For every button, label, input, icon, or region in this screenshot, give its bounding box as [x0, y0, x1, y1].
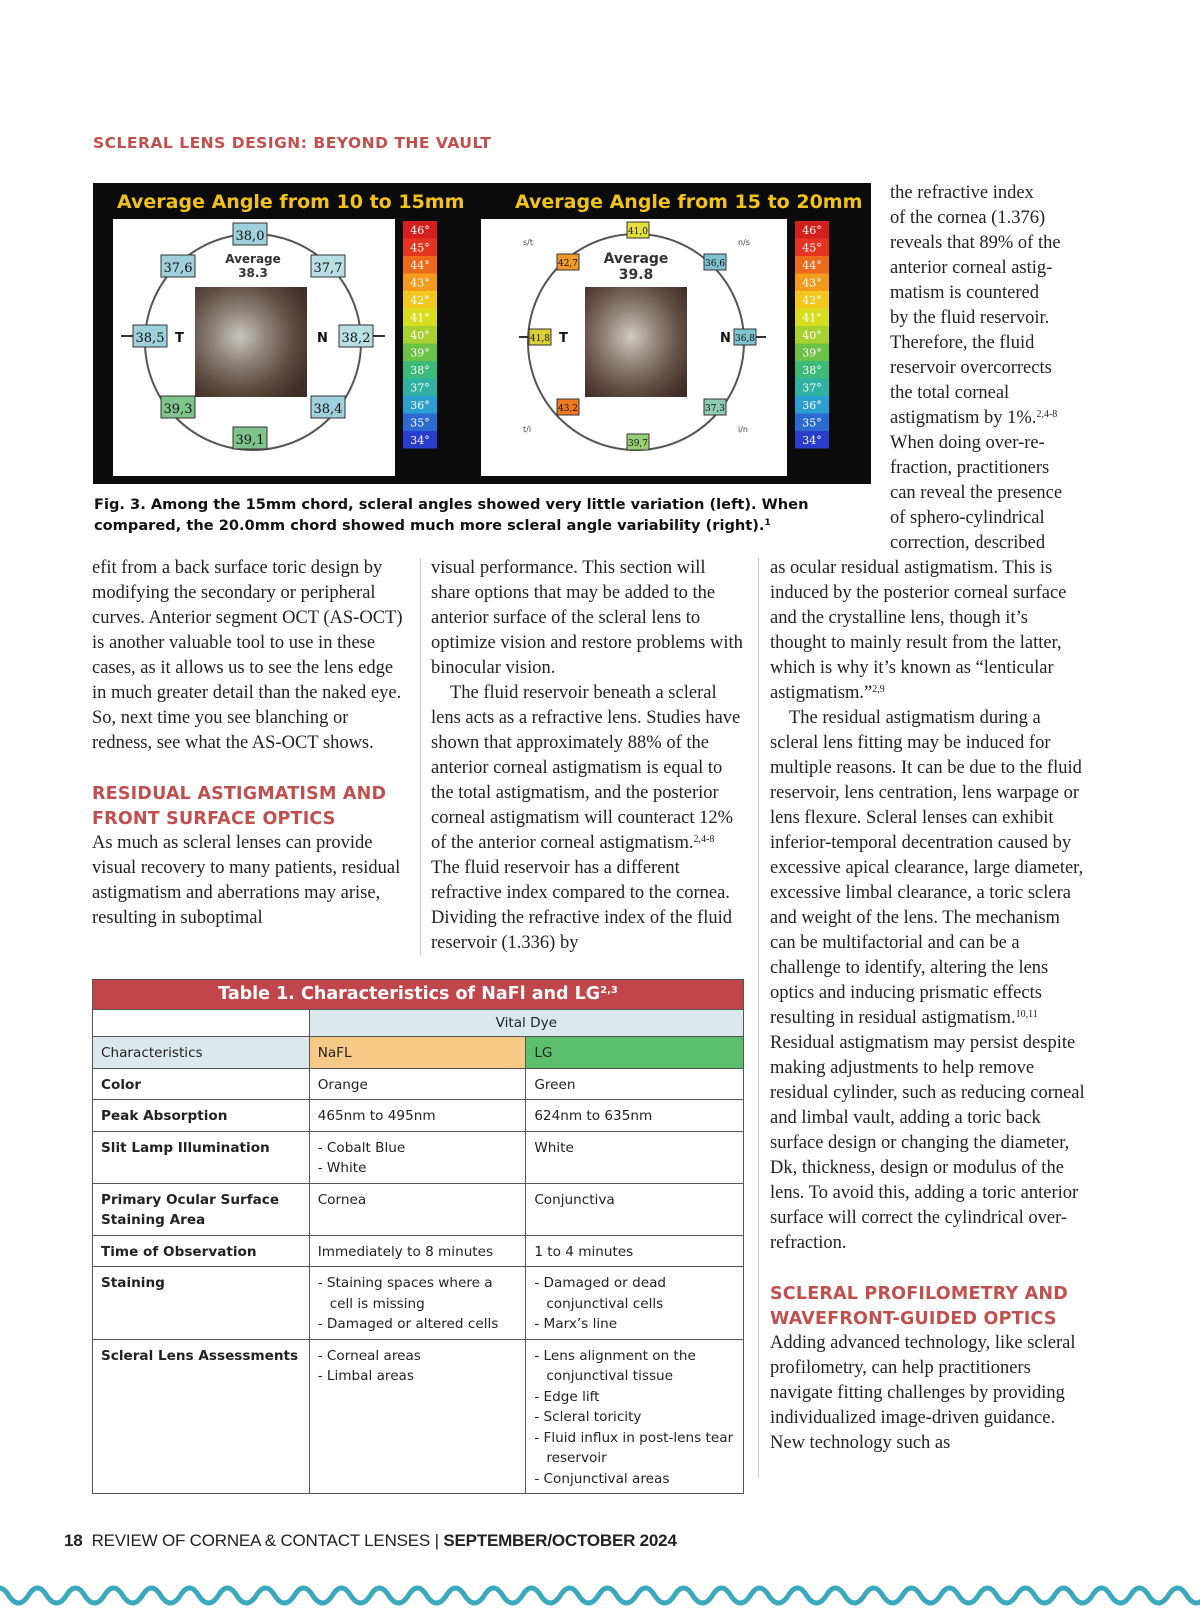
row-label: Slit Lamp Illumination: [93, 1131, 310, 1183]
rt-line-6: Therefore, the fluid: [890, 333, 1035, 353]
cell-nafl: [309, 1267, 526, 1340]
scale-label: 34°: [802, 434, 822, 447]
cell-lg: [526, 1183, 744, 1235]
scale-label: 35°: [410, 416, 430, 430]
cell-list-item: - Marx’s line: [534, 1314, 735, 1335]
section-label: SCLERAL LENS DESIGN: BEYOND THE VAULT: [93, 134, 492, 152]
issue-date: SEPTEMBER/OCTOBER 2024: [443, 1531, 677, 1550]
scale-label: 36°: [410, 399, 430, 412]
scale-label: 39°: [802, 346, 822, 360]
page-number: 18: [64, 1531, 83, 1550]
left-panel-title: Average Angle from 10 to 15mm: [117, 191, 465, 213]
left-side-label-T: T: [175, 331, 184, 346]
col1-heading: RESIDUAL ASTIGMATISM AND FRONT SURFACE OPTICS: [92, 784, 387, 829]
cell-text: White: [534, 1139, 574, 1156]
cell-text: Cornea: [317, 1191, 367, 1208]
cell-lg: [526, 1267, 744, 1340]
col3-paragraph-2a: The residual astigmatism during a scleral lens fitting may be induced for multiple reasons. It can be due to the fluid reservoir, lens centration, lens warpage or lens flexure. Scleral lenses can exhibit inferior-temporal decentration caused by excessive apical clearance, large diameter, excessive limbal clearance, a toric sclera and weight of the lens. The mechanism can be multifactorial and can be a challenge to identify, altering the lens optics and inducing prismatic effects resulting in residual astigmatism.: [770, 708, 1084, 1028]
scale-label: 36°: [802, 399, 822, 412]
scale-label: 44°: [802, 259, 822, 272]
col2-ref: 2,4-8: [693, 834, 715, 845]
column-divider-2: [758, 558, 759, 1478]
rt-line-3: anterior corneal astig-: [890, 258, 1053, 278]
col3-ref-2: 10,11: [1015, 1009, 1038, 1020]
cell-list-item: - Edge lift: [534, 1387, 735, 1408]
cell-text: Green: [534, 1076, 576, 1093]
scale-label: 40°: [802, 329, 822, 342]
right-color-scale: [795, 221, 829, 449]
col1-paragraph-1: efit from a back surface toric design by modifying the secondary or peripheral curves. Anterior segment OCT (AS-OCT) is another valuable tool to use in these cases, as it allows us to see the lens edge in much greater detail than the naked eye. So, next time you see blanching or redness, see what the AS-OCT shows.: [92, 558, 403, 753]
scale-label: 46°: [802, 224, 822, 237]
column-divider-1: [420, 558, 421, 956]
col3-paragraph-3: Adding advanced technology, like scleral profilometry, can help practitioners navigate fitting challenges by providing individualized image-driven guidance. New technology such as: [770, 1333, 1076, 1453]
table-row: [93, 1068, 744, 1100]
table-row: [93, 1131, 744, 1183]
publication-name: REVIEW OF CORNEA & CONTACT LENSES: [91, 1531, 431, 1550]
cell-lg: [526, 1339, 744, 1494]
right-value-right: 36,8: [734, 334, 756, 344]
cell-nafl: [309, 1131, 526, 1183]
left-value-left: 38,5: [135, 331, 165, 346]
table-row: [93, 1235, 744, 1267]
scale-label: 38°: [410, 364, 430, 377]
scale-label: 38°: [802, 364, 822, 377]
scale-label: 42°: [410, 294, 430, 307]
right-corner-ti: t/i: [523, 425, 532, 434]
figure-caption-text: Fig. 3. Among the 15mm chord, scleral angles showed very little variation (left). When compared, the 20.0mm chord showed much more scleral angle variability (right).: [94, 496, 809, 534]
rt-line2-2: can reveal the presence: [890, 483, 1063, 503]
scale-label: 46°: [410, 224, 430, 237]
row-label: Color: [93, 1068, 310, 1100]
col2-paragraph-2: [431, 681, 745, 956]
rt-line2-3: of sphero-cylindrical: [890, 508, 1045, 528]
column-1: [92, 556, 406, 931]
cell-list-item: - Limbal areas: [318, 1366, 518, 1387]
scale-label: 41°: [410, 311, 430, 325]
table-row: [93, 1100, 744, 1132]
right-top-column: [890, 181, 1090, 556]
table-header-nafl: NaFL: [309, 1037, 526, 1069]
left-value-top-right: 37,7: [313, 261, 343, 276]
cell-list-item: - Damaged or altered cells: [318, 1314, 518, 1335]
rt-line2-1: fraction, practitioners: [890, 458, 1050, 478]
row-label: Staining: [93, 1267, 310, 1340]
cell-list-item: - White: [318, 1158, 518, 1179]
scale-label: 37°: [410, 381, 430, 395]
table-group-header: Vital Dye: [309, 1009, 743, 1037]
scale-label: 40°: [410, 329, 430, 342]
scale-label: 45°: [802, 241, 822, 255]
right-average-label: Average: [603, 251, 669, 267]
table-row: [93, 1267, 744, 1340]
column-2: [431, 556, 745, 956]
table-title-text: Table 1. Characteristics of NaFl and LG: [218, 984, 601, 1004]
cell-lg: [526, 1235, 744, 1267]
right-corner-ns: n/s: [738, 238, 750, 247]
left-value-bottom: 39,1: [235, 433, 265, 448]
row-label: Scleral Lens Assessments: [93, 1339, 310, 1494]
cell-list-item: - Lens alignment on the conjunctival tissue: [534, 1346, 735, 1387]
right-value-top-left: 42,7: [557, 259, 579, 269]
table-title: [93, 980, 744, 1010]
left-value-top: 38,0: [235, 229, 265, 244]
left-value-right: 38,2: [341, 331, 371, 346]
col1-paragraph-2: As much as scleral lenses can provide visual recovery to many patients, residual astigmatism and aberrations may arise, resulting in suboptimal: [92, 833, 401, 928]
cell-text: Orange: [317, 1076, 368, 1093]
table-header-characteristics: Characteristics: [93, 1037, 310, 1069]
right-value-bottom-left: 43,2: [557, 404, 579, 414]
row-label: Time of Observation: [93, 1235, 310, 1267]
cell-lg: [526, 1100, 744, 1132]
col2-paragraph-2b: The fluid reservoir has a different refractive index compared to the cornea. Dividing the refractive index of the fluid reservoir (1.336) by: [431, 858, 733, 953]
col3-heading: SCLERAL PROFILOMETRY AND WAVEFRONT-GUIDED OPTICS: [770, 1284, 1068, 1329]
table-body: [93, 1068, 744, 1494]
figure-scleral-angles: [93, 183, 871, 484]
left-side-label-N: N: [317, 331, 328, 346]
col3-ref-1: 2,9: [872, 684, 885, 695]
col2-paragraph-1: visual performance. This section will share options that may be added to the anterior surface of the scleral lens to optimize vision and restore problems with binocular vision.: [431, 558, 743, 678]
figure-caption-ref: 1: [764, 517, 771, 528]
right-corner-st: s/t: [523, 238, 533, 247]
col3-paragraph-2b: Residual astigmatism may persist despite making adjustments to help remove residual cylinder, such as reducing corneal and limbal vault, adding a toric back surface design or changing the diameter, Dk, thickness, design or modulus of the lens. To avoid this, adding a toric anterior surface will correct the cylindrical over-refraction.: [770, 1033, 1085, 1253]
cell-lg: [526, 1131, 744, 1183]
table-title-ref: 2,3: [600, 985, 618, 996]
row-label: Peak Absorption: [93, 1100, 310, 1132]
right-value-bottom: 39,7: [627, 439, 649, 449]
rt-line-1: of the cornea (1.376): [890, 208, 1046, 228]
table-blank-cell: [93, 1009, 310, 1037]
right-panel-title: Average Angle from 15 to 20mm: [515, 191, 863, 213]
cell-text: Conjunctiva: [534, 1191, 615, 1208]
cell-lg: [526, 1068, 744, 1100]
cell-nafl: [309, 1100, 526, 1132]
scale-label: 43°: [410, 276, 430, 290]
right-average-value: 39.8: [618, 267, 654, 283]
page-footer: [64, 1531, 677, 1551]
figure-caption: [94, 495, 864, 536]
left-average-value: 38.3: [238, 266, 268, 280]
rt-line-last: [890, 406, 1090, 431]
cell-text: 1 to 4 minutes: [534, 1243, 634, 1260]
scale-label: 42°: [802, 294, 822, 307]
cell-list-item: - Conjunctival areas: [534, 1469, 735, 1490]
scale-label: 34°: [410, 434, 430, 447]
characteristics-table: [92, 979, 744, 1494]
right-side-label-N: N: [720, 331, 731, 346]
scale-label: 43°: [802, 276, 822, 290]
left-value-bottom-left: 39,3: [163, 402, 193, 417]
rt-line-2: reveals that 89% of the: [890, 233, 1061, 253]
col3-paragraph-1: [770, 556, 1088, 706]
col3-paragraph-1-text: as ocular residual astigmatism. This is induced by the posterior corneal surface and the crystalline lens, though it’s thought to mainly result from the latter, which is why it’s known as “lenticular astigmatism.”: [770, 558, 1067, 703]
cell-list-item: - Corneal areas: [318, 1346, 518, 1367]
left-value-bottom-right: 38,4: [313, 402, 343, 417]
right-corner-in: i/n: [738, 425, 748, 434]
table-row: [93, 1183, 744, 1235]
rt-line-7: reservoir overcorrects: [890, 358, 1052, 378]
cell-nafl: [309, 1235, 526, 1267]
scale-label: 39°: [410, 346, 430, 360]
right-side-label-T: T: [559, 331, 568, 346]
rt-line-last-ref: 2,4-8: [1036, 409, 1058, 420]
cell-text: 465nm to 495nm: [317, 1108, 436, 1124]
table-row: [93, 1339, 744, 1494]
left-color-scale: [403, 221, 437, 449]
right-value-top: 41,0: [627, 227, 649, 237]
scale-label: 35°: [802, 416, 822, 430]
col3-paragraph-2: [770, 706, 1088, 1256]
rt-line2-4: correction, described: [890, 533, 1046, 553]
scale-label: 41°: [802, 311, 822, 325]
cell-list-item: - Staining spaces where a cell is missing: [318, 1273, 518, 1314]
right-value-bottom-right: 37,3: [704, 404, 726, 414]
decorative-wave: [0, 1574, 1200, 1613]
rt-line-5: by the fluid reservoir.: [890, 308, 1050, 328]
col2-paragraph-2a: The fluid reservoir beneath a scleral lens acts as a refractive lens. Studies have shown that approximately 88% of the anterior corneal astigmatism is equal to the total astigmatism, and the posterior corneal astigmatism will counteract 12% of the anterior corneal astigmatism.: [431, 683, 741, 853]
cell-nafl: [309, 1183, 526, 1235]
rt-line-4: matism is countered: [890, 283, 1039, 303]
scale-label: 37°: [802, 381, 822, 395]
cell-nafl: [309, 1339, 526, 1494]
column-3: [770, 556, 1088, 1456]
cell-list-item: - Fluid influx in post-lens tear reservoir: [534, 1428, 735, 1469]
rt-line-0: the refractive index: [890, 183, 1034, 203]
right-value-left: 41,8: [529, 334, 551, 344]
left-value-top-left: 37,6: [163, 261, 193, 276]
cell-list-item: - Damaged or dead conjunctival cells: [534, 1273, 735, 1314]
scale-label: 44°: [410, 259, 430, 272]
cell-text: Immediately to 8 minutes: [317, 1243, 494, 1260]
scale-label: 45°: [410, 241, 430, 255]
row-label: Primary Ocular Surface Staining Area: [93, 1183, 310, 1235]
rt-line2-0: When doing over-re-: [890, 433, 1045, 453]
right-value-top-right: 36,6: [704, 259, 726, 269]
footer-separator: |: [434, 1531, 439, 1550]
table-header-lg: LG: [526, 1037, 744, 1069]
cell-list-item: - Scleral toricity: [534, 1407, 735, 1428]
rt-line-8: the total corneal: [890, 383, 1010, 403]
rt-line-last-text: astigmatism by 1%.: [890, 408, 1037, 428]
cell-nafl: [309, 1068, 526, 1100]
cell-list-item: - Cobalt Blue: [318, 1138, 518, 1159]
left-average-label: Average: [225, 252, 281, 266]
cell-text: 624nm to 635nm: [534, 1108, 653, 1124]
